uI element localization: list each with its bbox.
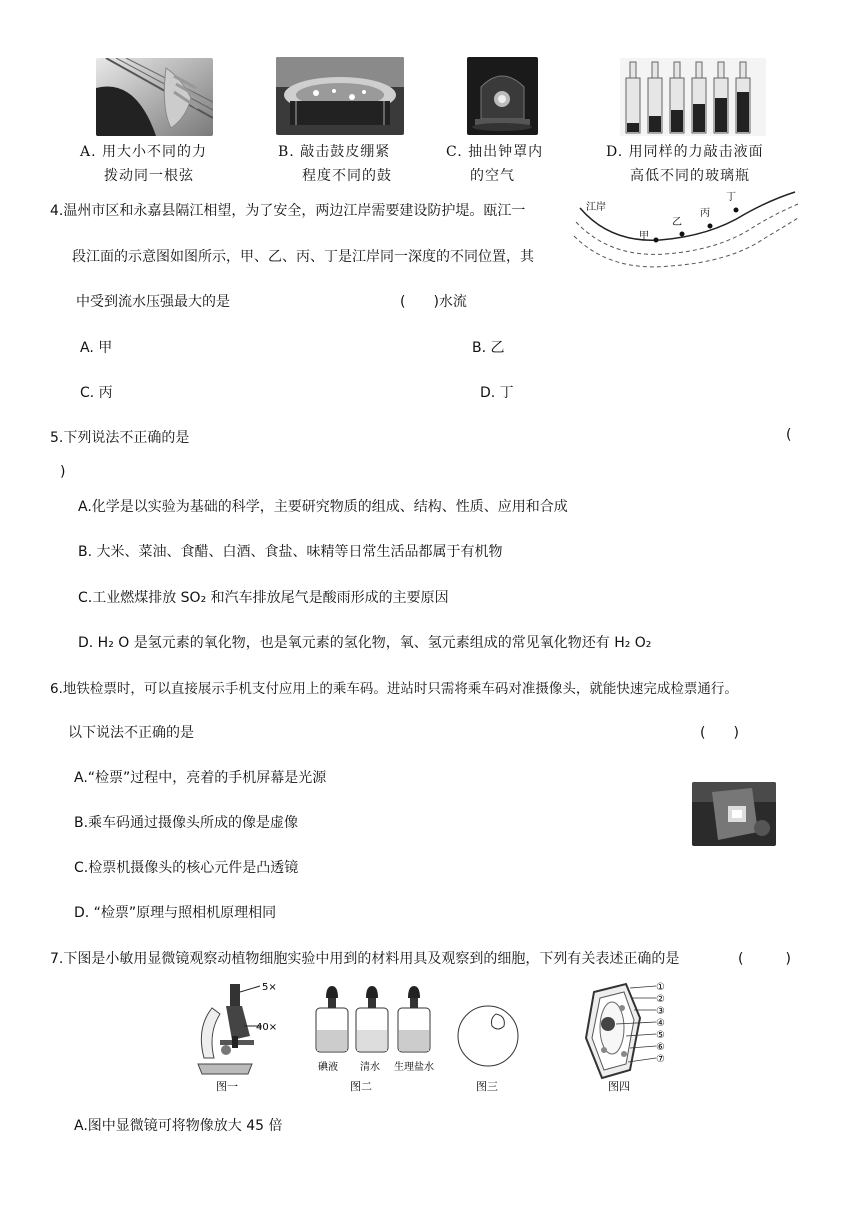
microscope-icon — [198, 984, 262, 1074]
bottle-iodine-label: 碘液 — [318, 1062, 338, 1073]
point-yi-label: 乙 — [672, 217, 682, 228]
view-field-icon — [458, 1006, 518, 1066]
q6-option-a: A.“检票”过程中，亮着的手机屏幕是光源 — [74, 770, 327, 786]
q6-answer-paren: ( ) — [700, 725, 739, 741]
q4-option-a: A. 甲 — [80, 340, 113, 356]
objective-label: 40× — [256, 1022, 278, 1033]
q4-line3: 中受到流水压强最大的是 — [76, 294, 230, 310]
cell-part-7: ⑦ — [656, 1054, 665, 1065]
river-diagram — [570, 188, 800, 276]
dropper-bottles-icon — [316, 986, 430, 1052]
caption-line: 高低不同的玻璃瓶 — [630, 168, 750, 184]
q7-option-a: A.图中显微镜可将物像放大 45 倍 — [74, 1118, 283, 1134]
q4-line1: 4.温州市区和永嘉县隔江相望，为了安全，两边江岸需要建设防护堤。瓯江一 — [50, 203, 526, 219]
q5-option-a: A.化学是以实验为基础的科学，主要研究物质的组成、结构、性质、应用和合成 — [78, 499, 568, 515]
ticket-gate-photo — [692, 782, 776, 846]
q5-option-b: B. 大米、菜油、食醋、白酒、食盐、味精等日常生活品都属于有机物 — [78, 544, 503, 560]
option-b-caption — [278, 140, 392, 188]
q5-option-d: D. H₂ O 是氢元素的氧化物，也是氧元素的氢化物，氧、氢元素组成的常见氧化物还有 H₂ O₂ — [78, 635, 652, 651]
cell-part-1: ① — [656, 982, 665, 993]
q6-option-d: D. “检票”原理与照相机原理相同 — [74, 905, 277, 921]
q6-option-c: C.检票机摄像头的核心元件是凸透镜 — [74, 860, 299, 876]
fig1-label: 图一 — [216, 1080, 238, 1093]
option-d-caption — [606, 140, 764, 188]
fig4-label: 图四 — [608, 1080, 630, 1093]
plant-cell-icon — [586, 984, 640, 1078]
q6-option-b: B.乘车码通过摄像头所成的像是虚像 — [74, 815, 299, 831]
caption-line: C. 抽出钟罩内 — [446, 144, 544, 160]
point-bing-label: 丙 — [700, 208, 710, 219]
q5-paren-open: ( — [786, 427, 792, 443]
caption-line: 的空气 — [470, 168, 515, 184]
q4-line2: 段江面的示意图如图所示，甲、乙、丙、丁是江岸同一深度的不同位置，其 — [72, 249, 534, 265]
option-c-caption — [446, 140, 543, 188]
bottles-photo — [620, 58, 766, 136]
caption-line: D. 用同样的力敲击液面 — [606, 144, 764, 160]
q6-line2: 以下说法不正确的是 — [68, 725, 194, 741]
cell-part-6: ⑥ — [656, 1042, 665, 1053]
point-jia-label: 甲 — [639, 231, 649, 242]
point-ding-label: 丁 — [726, 192, 736, 203]
guitar-photo — [96, 58, 213, 136]
q4-option-c: C. 丙 — [80, 385, 113, 401]
eyepiece-label: 5× — [262, 982, 277, 993]
option-a-caption — [80, 140, 207, 188]
fig3-label: 图三 — [476, 1080, 498, 1093]
cell-part-4: ④ — [656, 1018, 665, 1029]
q4-answer-paren: ( )水流 — [400, 294, 467, 310]
bell-jar-photo — [467, 57, 538, 135]
fig2-label: 图二 — [350, 1080, 372, 1093]
caption-line: 程度不同的鼓 — [302, 168, 392, 184]
q4-option-d: D. 丁 — [480, 385, 514, 401]
q5-paren-close: ) — [60, 464, 66, 480]
bottle-saline-label: 生理盐水 — [394, 1062, 434, 1073]
q5-option-c: C.工业燃煤排放 SO₂ 和汽车排放尾气是酸雨形成的主要原因 — [78, 590, 449, 606]
caption-line: A. 用大小不同的力 — [80, 144, 208, 160]
q4-option-b: B. 乙 — [472, 340, 505, 356]
cell-part-3: ③ — [656, 1006, 665, 1017]
cell-part-2: ② — [656, 994, 665, 1005]
q6-line1: 6.地铁检票时，可以直接展示手机支付应用上的乘车码。进站时只需将乘车码对准摄像头，就能快速完成检票通行。 — [50, 681, 738, 697]
q5-stem: 5.下列说法不正确的是 — [50, 430, 190, 446]
q7-answer-paren: ( ) — [738, 951, 791, 967]
cell-part-5: ⑤ — [656, 1030, 665, 1041]
q7-stem: 7.下图是小敏用显微镜观察动植物细胞实验中用到的材料用具及观察到的细胞，下列有关表述正确的是 — [50, 951, 680, 967]
caption-line: B. 敲击鼓皮绷紧 — [278, 144, 391, 160]
drum-photo — [276, 57, 404, 135]
bottle-water-label: 清水 — [360, 1062, 380, 1073]
river-bank-label: 江岸 — [586, 202, 606, 213]
microscope-figure-group — [190, 978, 680, 1098]
caption-line: 拨动同一根弦 — [104, 168, 194, 184]
